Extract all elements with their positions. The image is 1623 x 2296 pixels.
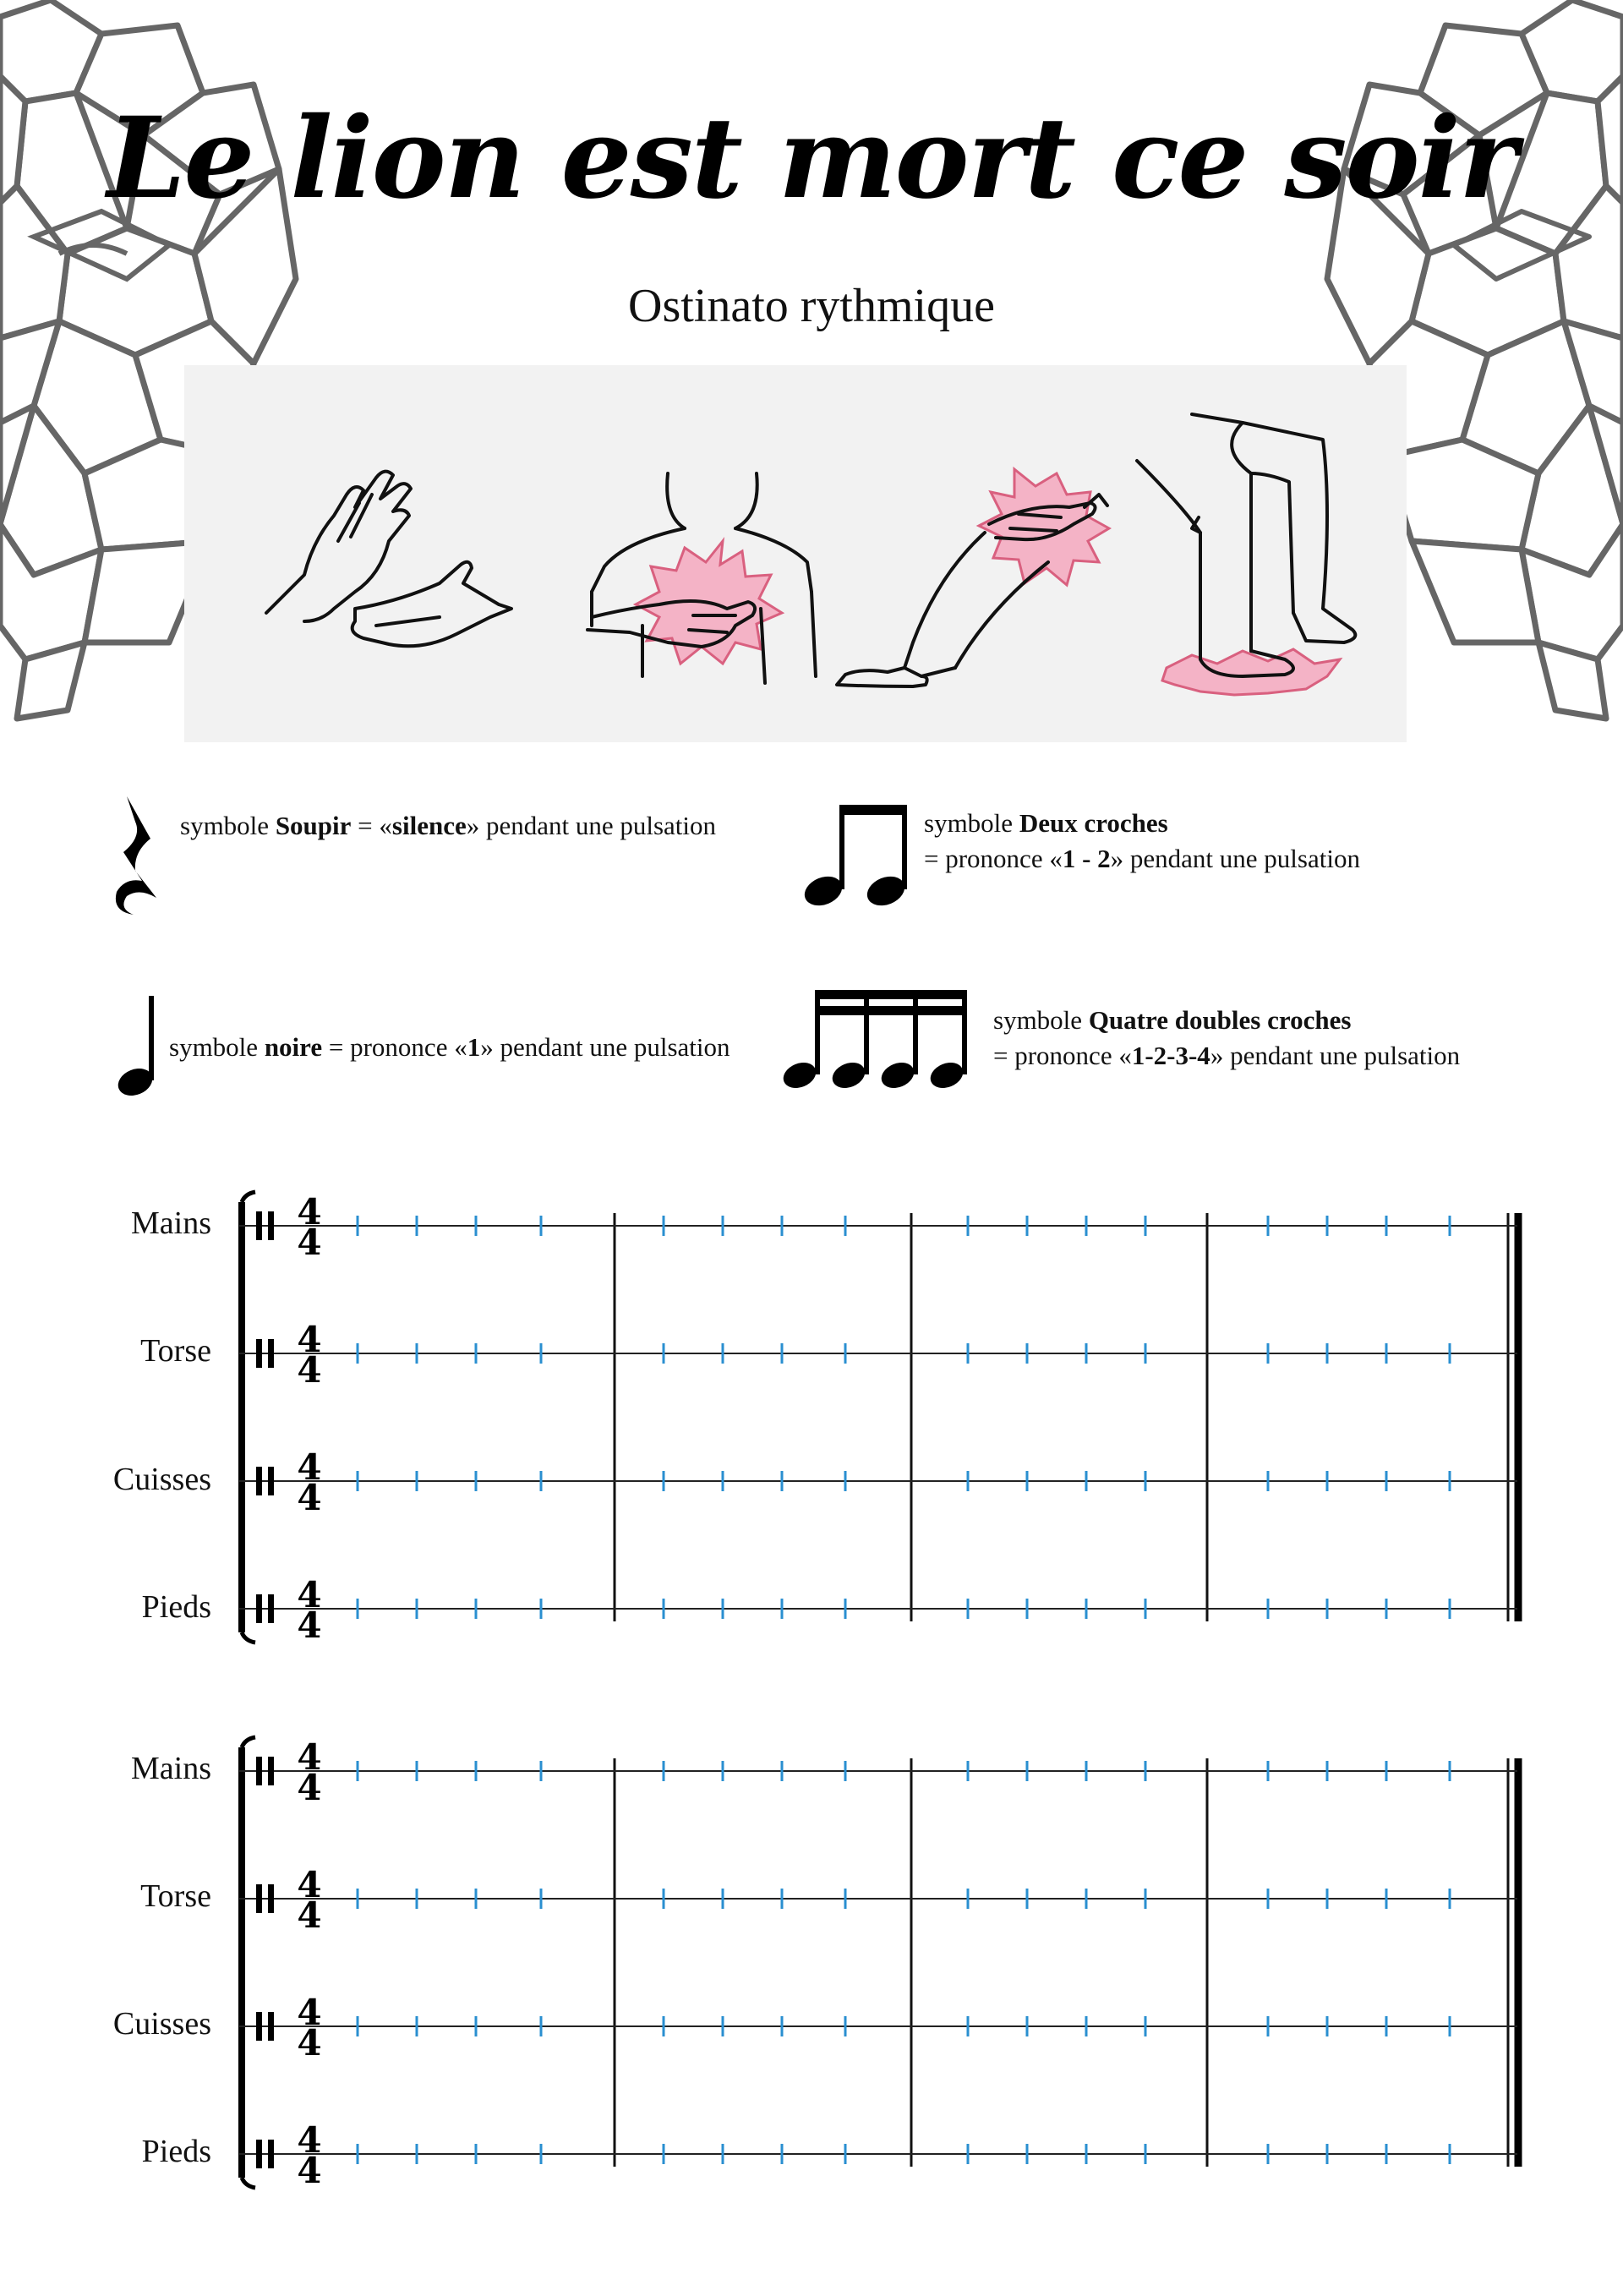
system-1-pieds-time-signature-bottom: 4 [297,1604,322,1646]
system-2-pieds-time-signature-top: 4 [297,2119,322,2161]
system-1-torse-time-signature-bottom: 4 [297,1349,322,1391]
system-1-part-cuisses: Cuisses [112,1462,211,1497]
legend-soupir: symbole Soupir = «silence» pendant une pulsation [180,811,717,840]
system-1-bracket-top [242,1192,255,1202]
system-2-cuisses-time-signature-bottom: 4 [297,2022,322,2064]
system-2-cuisses-percussion-clef-left [256,2012,262,2041]
system-1-pieds-time-signature-top: 4 [297,1574,322,1615]
system-1-bracket-bottom [242,1632,255,1643]
system-2-bracket-top [242,1737,255,1747]
system-1-part-pieds: Pieds [141,1589,211,1625]
system-2-pieds-percussion-clef-right [268,2140,274,2168]
system-1-part-mains: Mains [131,1205,211,1241]
system-1-part-torse: Torse [140,1333,211,1369]
system-2-part-torse: Torse [140,1878,211,1914]
system-2-part-cuisses: Cuisses [112,2006,211,2042]
system-1-torse-percussion-clef-left [256,1339,262,1368]
system-1-cuisses-percussion-clef-left [256,1467,262,1495]
system-2-torse-time-signature-top: 4 [297,1864,322,1905]
system-2-part-mains: Mains [131,1751,211,1786]
system-1-torse-percussion-clef-right [268,1339,274,1368]
system-2-mains-percussion-clef-right [268,1757,274,1785]
system-1-torse-time-signature-top: 4 [297,1319,322,1360]
system-2-torse-time-signature-bottom: 4 [297,1894,322,1936]
system-1-pieds-percussion-clef-left [256,1594,262,1623]
legend-deux-croches: symbole Deux croches = prononce «1 - 2» pendant une pulsation [924,808,1360,873]
system-1-mains-percussion-clef-right [268,1211,274,1240]
system-2-mains-time-signature-top: 4 [297,1736,322,1778]
system-1-cuisses-percussion-clef-right [268,1467,274,1495]
system-2-pieds-percussion-clef-left [256,2140,262,2168]
system-2-mains-time-signature-bottom: 4 [297,1767,322,1808]
system-1-mains-percussion-clef-left [256,1211,262,1240]
system-1-cuisses-time-signature-bottom: 4 [297,1477,322,1518]
legend-quatre-doubles-croches: symbole Quatre doubles croches = prononce «1-2-3-4» pendant une pulsation [993,1005,1461,1070]
page-title: Le lion est mort ce soir [107,93,1516,224]
system-2-torse-percussion-clef-left [256,1884,262,1913]
legend-noire: symbole noire = prononce «1» pendant une pulsation [169,1032,730,1062]
system-2-bracket-bottom [242,2178,255,2188]
system-1-mains-time-signature-bottom: 4 [297,1222,322,1263]
system-2-part-pieds: Pieds [141,2134,211,2169]
system-2-cuisses-percussion-clef-right [268,2012,274,2041]
system-1-cuisses-time-signature-top: 4 [297,1446,322,1488]
system-2-cuisses-time-signature-top: 4 [297,1992,322,2033]
page-subtitle: Ostinato rythmique [628,280,995,332]
system-2-pieds-time-signature-bottom: 4 [297,2150,322,2191]
system-1-pieds-percussion-clef-right [268,1594,274,1623]
system-2-torse-percussion-clef-right [268,1884,274,1913]
system-2-mains-percussion-clef-left [256,1757,262,1785]
system-1-mains-time-signature-top: 4 [297,1191,322,1233]
